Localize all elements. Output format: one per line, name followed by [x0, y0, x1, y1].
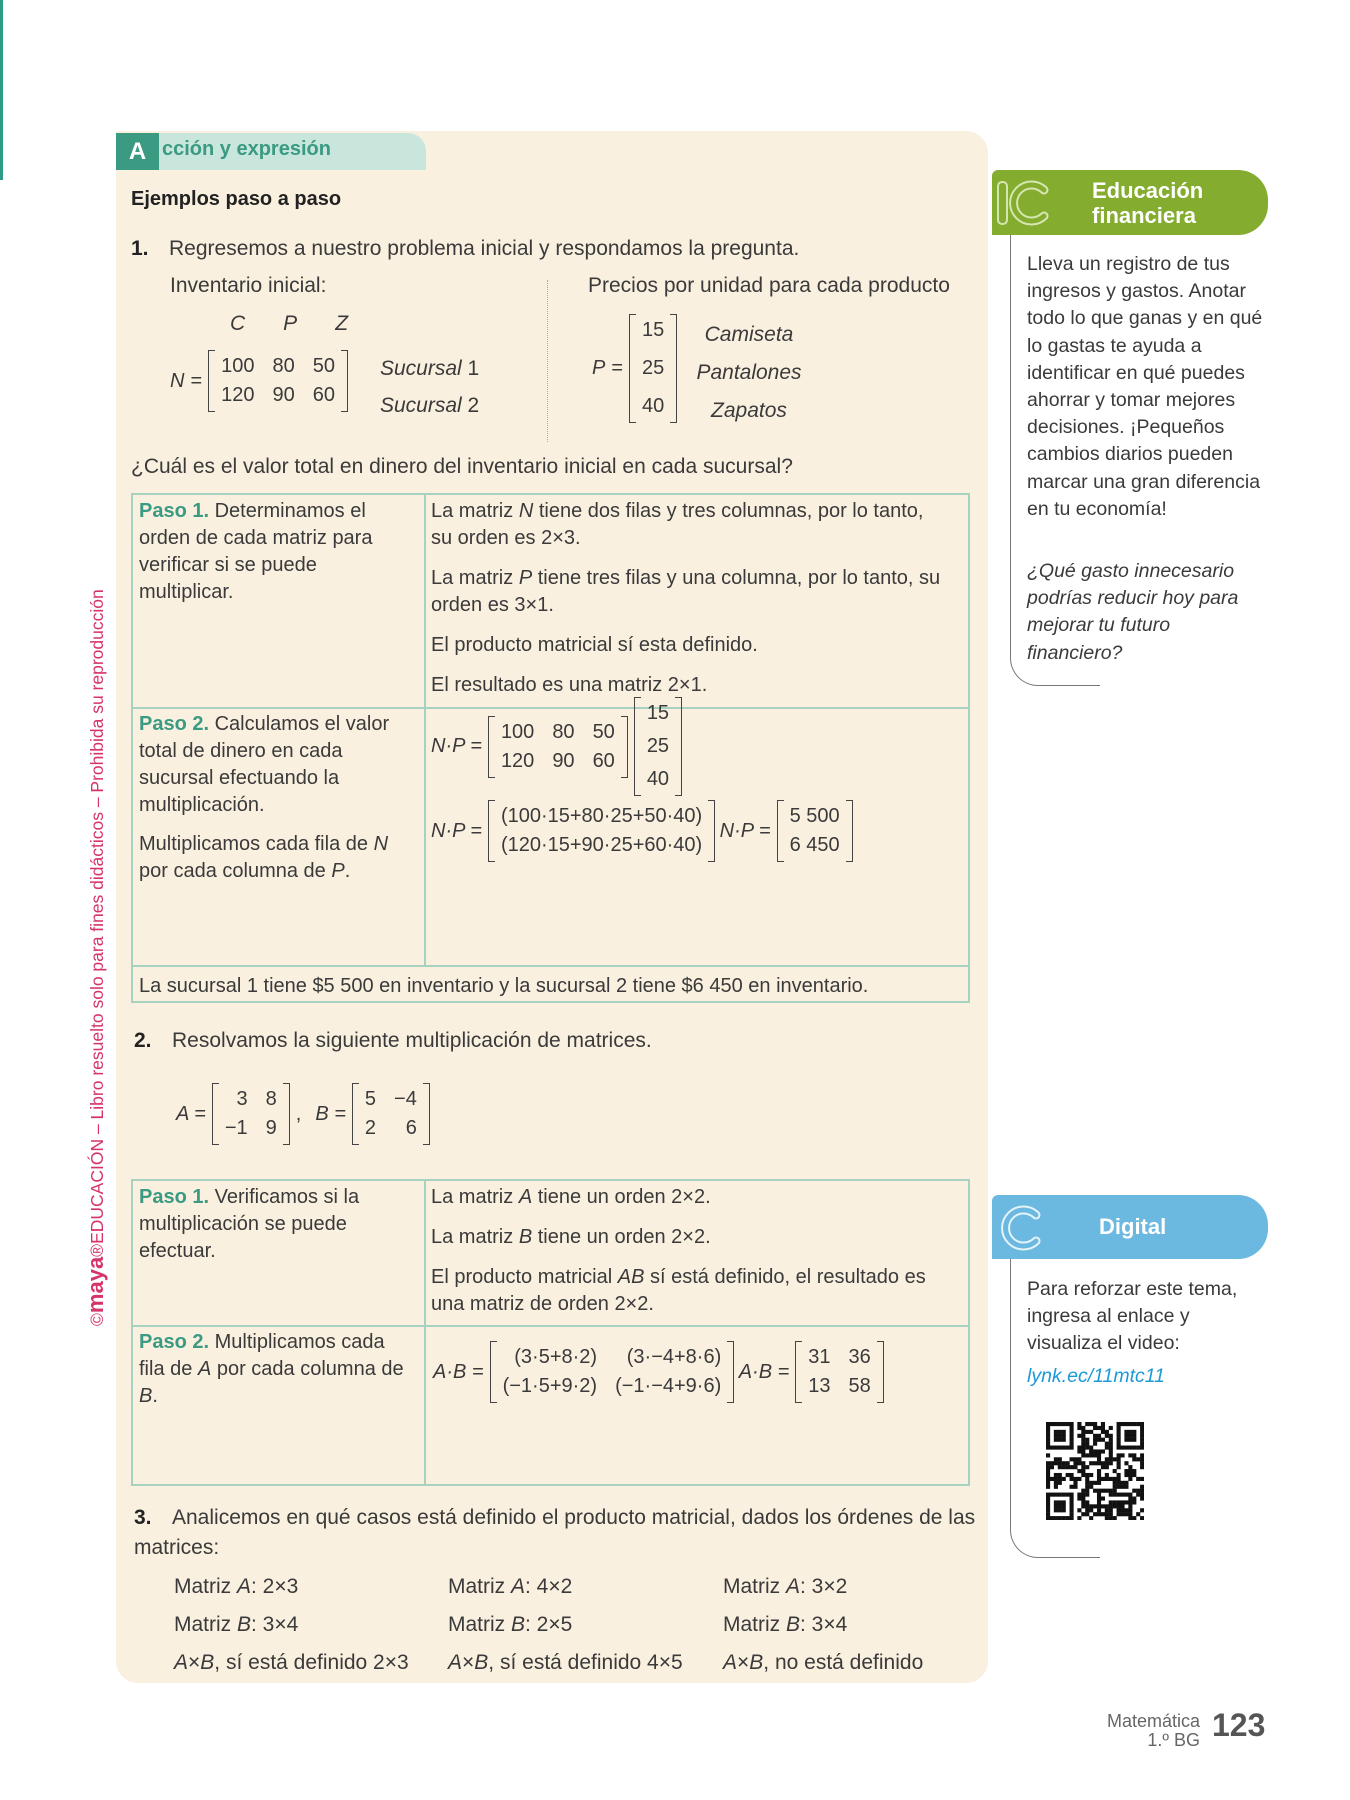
text-segment: La matriz: [431, 1186, 519, 1208]
lhs: N·P =: [431, 735, 482, 757]
text-segment: : 3×4: [800, 1613, 848, 1636]
matrix-cell: (100·15+80·25+50·40): [500, 805, 703, 827]
lhs: A =: [176, 1102, 206, 1125]
finance-box-header: [992, 170, 1268, 235]
digital-box-title: Digital: [1099, 1214, 1167, 1239]
text-segment: : 3×2: [800, 1575, 848, 1598]
text-segment: .: [152, 1385, 158, 1407]
lhs: A·B =: [433, 1360, 484, 1383]
matrix-A: [212, 1083, 290, 1145]
explanation-line: [431, 498, 941, 552]
matrix-cell: 90: [552, 749, 575, 772]
math-symbol: B: [200, 1651, 215, 1674]
matrix-cell: 36: [848, 1346, 871, 1368]
qr-code-icon[interactable]: [1046, 1422, 1144, 1520]
text-segment: sí está definido, el resultado es una matriz de orden 2×2.: [431, 1266, 926, 1315]
text-segment: Matriz: [448, 1613, 511, 1636]
matrix-cell: 120: [500, 749, 535, 772]
price-label: Precios por unidad para cada producto: [588, 274, 950, 297]
math-symbol: AB: [617, 1266, 645, 1288]
math-symbol: P: [518, 567, 533, 589]
matrix-cell: 90: [272, 384, 295, 406]
case-2: [448, 1568, 683, 1682]
statement-text: Regresemos a nuestro problema inicial y respondamos la pregunta.: [169, 237, 800, 260]
step-2-product: [433, 1335, 884, 1403]
matrix-cell: 100: [221, 355, 255, 377]
math-symbol: A: [518, 1186, 533, 1208]
matrix-cell: 60: [592, 749, 615, 772]
branch-labels: [380, 350, 479, 424]
branch-label: Sucursal 2: [380, 394, 480, 417]
explanation-line: [431, 672, 941, 699]
lhs: N·P =: [431, 819, 482, 842]
text-segment: Matriz: [723, 1613, 786, 1636]
bracket-right: [670, 314, 677, 423]
matrix-cell: 100: [500, 720, 535, 743]
product-label: Pantalones: [696, 361, 802, 384]
column-headers: [230, 310, 348, 337]
matrix-N: [208, 350, 348, 412]
matrix-result: [777, 800, 853, 862]
matrix-B: [352, 1083, 430, 1145]
matrix-expanded: [490, 1341, 735, 1403]
text-segment: La matriz: [431, 567, 519, 589]
statement-text: Analicemos en qué casos está definido el producto matricial, dados los órdenes de las matrices:: [134, 1506, 976, 1559]
footer-subject: Matemática 1.º BG: [1106, 1711, 1200, 1750]
matrix-cell: −1: [224, 1117, 248, 1139]
text-segment: Matriz: [174, 1575, 237, 1598]
text-segment: tiene un orden 2×2.: [532, 1226, 711, 1248]
case-1: [174, 1568, 409, 1682]
example-number: 3.: [134, 1506, 152, 1529]
text-segment: por cada columna de: [211, 1358, 404, 1380]
matrix-cell: (−1·−4+9·6): [615, 1375, 722, 1397]
text-segment: ×: [737, 1651, 750, 1674]
math-symbol: B: [518, 1226, 533, 1248]
product-labels: [694, 316, 804, 430]
steps-table-2: [131, 1179, 970, 1486]
branch-label: Sucursal 1: [380, 357, 480, 380]
math-symbol: B: [237, 1613, 252, 1636]
matrix-cell: 3: [236, 1088, 248, 1110]
text-segment: : 4×2: [525, 1575, 573, 1598]
finance-box-title: Educación financiera: [1092, 178, 1204, 228]
step-2-description: Paso 2. Multiplicamos cada fila de A por cada columna de B.: [139, 1331, 404, 1407]
math-symbol: P: [331, 860, 345, 882]
page-edge-accent: [0, 0, 3, 180]
steps-table-1: [131, 493, 970, 1003]
text-segment: tiene tres filas y una columna, por lo tanto, su orden es 3×1.: [431, 567, 941, 616]
section-header-title: cción y expresión: [162, 138, 331, 160]
text-segment: Matriz: [448, 1575, 511, 1598]
text-segment: Multiplicamos cada fila de: [139, 1331, 385, 1380]
matrix-N-equation: [170, 350, 348, 412]
bracket-right: [283, 1083, 290, 1145]
text-segment: : 2×3: [251, 1575, 299, 1598]
math-symbol: A: [237, 1575, 252, 1598]
step-1-description: Paso 1. Determinamos el orden de cada matriz para verificar si se puede multiplicar.: [139, 500, 373, 603]
step-2-description: Paso 2. Calculamos el valor total de dinero en cada sucursal efectuando la multiplicación. Multiplicamos cada fila de N por cada columna de P.: [139, 713, 390, 882]
math-symbol: A: [723, 1651, 738, 1674]
conclusion: La sucursal 1 tiene $5 500 en inventario y la sucursal 2 tiene $6 450 en inventario.: [139, 975, 869, 997]
text-segment: Multiplicamos cada fila de: [139, 833, 374, 855]
statement-text: Resolvamos la siguiente multiplicación de matrices.: [172, 1029, 652, 1052]
matrix-cell: (3·−4+8·6): [626, 1346, 722, 1368]
equals: =: [611, 357, 624, 379]
step-2-product: [431, 702, 968, 862]
inventory-label: Inventario inicial:: [170, 274, 327, 297]
text-segment: tiene dos filas y tres columnas, por lo tanto, su orden es 2×3.: [431, 500, 924, 549]
matrix-cell: 58: [848, 1375, 871, 1397]
finance-question: ¿Qué gasto innecesario podrías reducir hoy para mejorar tu futuro financiero?: [1027, 560, 1239, 664]
explanation-line: [431, 632, 941, 659]
example-1-statement: [131, 235, 799, 262]
matrix-cell: 8: [265, 1088, 277, 1110]
product-label: Zapatos: [711, 399, 787, 422]
math-symbol: B: [786, 1613, 801, 1636]
text-segment: tiene un orden 2×2.: [532, 1186, 711, 1208]
case-3: [723, 1568, 923, 1682]
matrix-cell: (3·5+8·2): [514, 1346, 598, 1368]
matrix-cell: 13: [808, 1375, 831, 1397]
bracket-right: [727, 1341, 734, 1403]
bracket-left: [634, 697, 641, 796]
matrix-cell: 80: [552, 720, 575, 743]
equals: =: [190, 369, 203, 392]
math-symbol: A: [174, 1651, 189, 1674]
explanation-line: [431, 1184, 931, 1211]
copyright-watermark: ©maya®EDUCACIÓN – Libro resuelto solo para fines didácticos – Prohibida su reproducción: [83, 589, 108, 1326]
matrix-cell: (120·15+90·25+60·40): [500, 834, 703, 856]
matrix-cell: 2: [364, 1117, 377, 1139]
bracket-left: [208, 350, 215, 412]
digital-body: Para reforzar este tema, ingresa al enlace y visualiza el video:: [1027, 1278, 1238, 1355]
text-segment: Matriz: [174, 1613, 237, 1636]
bracket-right: [423, 1083, 430, 1145]
bracket-left: [777, 800, 784, 862]
example-number: 1.: [131, 237, 149, 260]
bracket-left: [488, 716, 495, 778]
digital-link[interactable]: lynk.ec/11mtc11: [1027, 1365, 1166, 1387]
matrix-cell: 31: [808, 1346, 831, 1368]
math-symbol: A: [197, 1358, 212, 1380]
question: ¿Cuál es el valor total en dinero del inventario inicial en cada sucursal?: [131, 455, 793, 478]
matrix-expanded: [488, 800, 715, 862]
bracket-right: [341, 350, 348, 412]
matrix-cell: 6 450: [789, 834, 840, 856]
matrix-P: [629, 314, 677, 423]
text-segment: El producto matricial: [431, 1266, 618, 1288]
matrix-cell: 6: [405, 1117, 417, 1139]
matrix-cell: 120: [221, 384, 255, 406]
matrix-cell: 60: [312, 384, 336, 406]
matrix-cell: 5 500: [789, 805, 840, 827]
section-title: Ejemplos paso a paso: [131, 188, 342, 210]
bracket-left: [490, 1341, 497, 1403]
lhs: A·B =: [738, 1360, 790, 1383]
ic-logo-icon: [994, 178, 1052, 228]
step-1-explanation: [431, 498, 941, 699]
bracket-right: [877, 1341, 884, 1403]
explanation-line: [431, 1224, 931, 1251]
math-symbol: A: [786, 1575, 801, 1598]
column-divider: [547, 280, 548, 442]
text-segment: La matriz: [431, 1226, 519, 1248]
matrix-cell: 80: [272, 355, 295, 377]
text-segment: : 2×5: [525, 1613, 573, 1636]
matrix-result: [795, 1341, 884, 1403]
digital-box-header: [992, 1195, 1268, 1259]
page-number: 123: [1212, 1707, 1266, 1743]
text-segment: por cada columna de: [139, 860, 332, 882]
text-segment: : 3×4: [251, 1613, 299, 1636]
explanation-line: [431, 1264, 931, 1318]
product-label: Camiseta: [704, 323, 794, 346]
math-symbol: B: [474, 1651, 489, 1674]
text-segment: , sí está definido 4×5: [488, 1651, 683, 1674]
matrix-cell: 9: [265, 1117, 277, 1139]
matrix-cell: (−1·5+9·2): [502, 1375, 598, 1397]
bracket-right: [675, 697, 682, 796]
c-logo-icon: [994, 1203, 1044, 1253]
text-segment: La matriz: [431, 500, 519, 522]
explanation-line: [431, 565, 941, 619]
text-segment: , sí está definido 2×3: [214, 1651, 409, 1674]
step-1-description: Paso 1. Verificamos si la multiplicación se puede efectuar.: [139, 1186, 360, 1262]
matrix-name: P: [592, 357, 606, 379]
example-3-statement: [134, 1503, 984, 1563]
math-symbol: B: [749, 1651, 764, 1674]
example-number: 2.: [134, 1029, 152, 1052]
text-segment: ×: [462, 1651, 475, 1674]
matrix-P-equation: [592, 314, 677, 423]
col-head: P: [283, 312, 298, 335]
matrix-cell: 5: [364, 1088, 377, 1110]
math-symbol: B: [139, 1385, 153, 1407]
bracket-left: [629, 314, 636, 423]
lhs: B =: [315, 1102, 346, 1125]
text-segment: .: [344, 860, 351, 882]
bracket-right: [846, 800, 853, 862]
step-1-explanation: [431, 1184, 931, 1318]
matrix-P: [634, 697, 682, 796]
matrices-A-B: A = 3 8 −1 9 , B = 5 −4 2 6: [176, 1083, 430, 1145]
section-header-letter: A: [116, 133, 159, 170]
text-segment: Matriz: [723, 1575, 786, 1598]
bracket-right: [708, 800, 715, 862]
matrix-cell: 25: [646, 735, 670, 757]
bracket-left: [212, 1083, 219, 1145]
bracket-left: [352, 1083, 359, 1145]
matrix-cell: 50: [592, 720, 615, 743]
matrix-cell: 25: [642, 357, 665, 379]
matrix-cell: 15: [646, 702, 670, 724]
text-segment: , no está definido: [763, 1651, 924, 1674]
matrix-cell: 50: [312, 355, 336, 377]
example-2-statement: [134, 1027, 652, 1054]
bracket-left: [795, 1341, 802, 1403]
col-head: C: [230, 312, 246, 335]
matrix-N: [488, 716, 628, 778]
bracket-left: [488, 800, 495, 862]
matrix-cell: 15: [642, 319, 665, 341]
lhs: N·P =: [719, 819, 771, 842]
text-segment: El producto matricial sí esta definido.: [431, 634, 758, 656]
text-segment: ×: [188, 1651, 201, 1674]
text-segment: El resultado es una matriz 2×1.: [431, 674, 708, 696]
col-head: Z: [335, 312, 349, 335]
finance-body: Lleva un registro de tus ingresos y gastos. Anotar todo lo que ganas y en qué lo gastas te ayuda a identificar en qué puedes ahorrar y tomar mejores decisiones. ¡Pequeños cambios diarios pueden marcar una gran diferencia en tu economía!: [1027, 253, 1263, 520]
math-symbol: N: [518, 500, 534, 522]
matrix-cell: 40: [646, 768, 670, 790]
matrix-cell: −4: [394, 1088, 417, 1110]
bracket-right: [621, 716, 628, 778]
math-symbol: B: [511, 1613, 526, 1636]
matrix-cell: 40: [642, 395, 665, 417]
math-symbol: N: [373, 833, 389, 855]
math-symbol: A: [511, 1575, 526, 1598]
math-symbol: A: [448, 1651, 463, 1674]
matrix-name: N: [170, 369, 185, 392]
